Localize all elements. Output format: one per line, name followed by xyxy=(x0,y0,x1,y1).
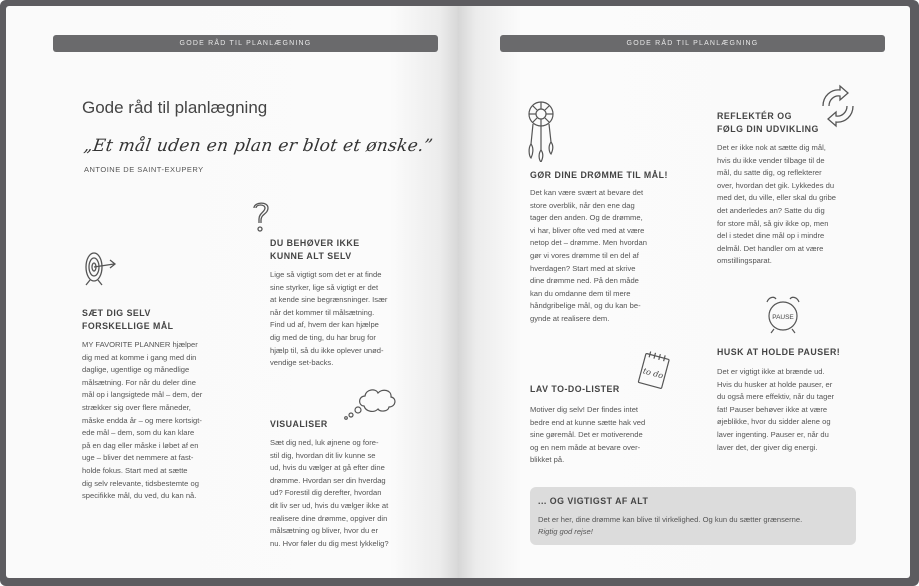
goals-heading-line: FORSKELLIGE MÅL xyxy=(82,321,174,331)
visualize-body-line: nu. Hvor føler du dig mest lykkelig? xyxy=(270,538,389,548)
question-mark-icon xyxy=(250,200,272,234)
goals-body-line: daglige, ugentlige og månedlige xyxy=(82,365,190,375)
visualize-body-line: dit liv ser ud, hvis du vælger ikke at xyxy=(270,500,389,510)
reflect-body-line: mål, du satte dig, og reflekterer xyxy=(717,168,822,178)
help-body-line: dig med de ting, du har brug for xyxy=(270,332,376,342)
help-body-line: vendige set-backs. xyxy=(270,358,334,368)
goals-body xyxy=(82,339,254,503)
goals-body-line: dig selv relevante, tidsbestemte og xyxy=(82,478,199,488)
todo-body-line: sine gøremål. Det er motiverende xyxy=(530,430,643,440)
visualize-body-line: målsætning og bliver, hvor du er xyxy=(270,526,379,536)
pause-alarm-clock-icon xyxy=(760,292,806,336)
help-body-line: sine styrker, lige så vigtigt er det xyxy=(270,282,379,292)
quote-author: ANTOINE DE SAINT-EXUPERY xyxy=(84,165,204,174)
page-title: Gode råd til planlægning xyxy=(82,98,268,117)
reflect-body-line: for store mål, så giv ikke op, men xyxy=(717,218,829,228)
dreams-body-line: Det kan være svært at bevare det xyxy=(530,188,644,197)
goals-body-line: på en dag eller måske i løbet af en xyxy=(82,440,199,450)
dreams-body-line: hverdagen? Start med at skrive xyxy=(530,263,636,273)
goals-heading-line: SÆT DIG SELV xyxy=(82,308,151,318)
dreams-body-line: netop det – drømme. Men hvordan xyxy=(530,238,647,248)
goals-body-line: MY FAVORITE PLANNER hjælper xyxy=(82,340,198,349)
reflect-body xyxy=(717,142,887,268)
visualize-heading: VISUALISER xyxy=(270,419,328,429)
visualize-body-line: drømme. Hvordan ser din hverdag xyxy=(270,475,386,485)
left-header-band: GODE RÅD TIL PLANLÆGNING xyxy=(53,35,438,52)
dreams-body-line: store overblik, når den ene dag xyxy=(530,200,635,210)
dreams-body-line: håndgribelige mål, og du kan be- xyxy=(530,301,641,311)
visualize-body-line: realisere dine drømme, opgiver din xyxy=(270,513,388,523)
dreams-heading: GØR DINE DRØMME TIL MÅL! xyxy=(530,170,668,180)
dreams-body-line: dine drømme ned. På den måde xyxy=(530,276,639,286)
help-body-line: hjælp til, så du ikke oplever unød- xyxy=(270,345,384,355)
todo-heading: LAV TO-DO-LISTER xyxy=(530,384,620,394)
dreams-body-line: gynde at realisere dem. xyxy=(530,313,610,323)
dreams-body xyxy=(530,187,700,326)
reflect-body-line: med det, du ville, eller skal du gribe xyxy=(717,193,837,203)
todo-note-text: to do xyxy=(642,366,665,381)
pause-clock-text: PAUSE xyxy=(772,314,794,321)
help-body xyxy=(270,269,442,370)
help-body-line: når det kommer til målsætning. xyxy=(270,307,375,317)
reflect-heading xyxy=(717,110,819,136)
help-body-line: at kende sine begrænsninger. Især xyxy=(270,295,388,305)
dreams-body-line: gør vi vores drømme til en del af xyxy=(530,250,639,260)
reflect-heading-line: FØLG DIN UDVIKLING xyxy=(717,124,819,134)
todo-body-line: Motiver dig selv! Der findes intet xyxy=(530,405,639,414)
breaks-body-line: fat! Pauser behøver ikke at være xyxy=(717,404,828,414)
breaks-body-line: Det er vigtigt ikke at brænde ud. xyxy=(717,367,825,376)
quote: „Et mål uden en plan er blot et ønske.” xyxy=(82,136,435,156)
reflect-body-line: over, hvordan det gik. Lykkedes du xyxy=(717,180,835,190)
breaks-body-line: laver ingenting. Pauser er, når du xyxy=(717,429,829,439)
callout-heading: ... OG VIGTIGST AF ALT xyxy=(538,496,649,506)
todo-body-line: blikket på. xyxy=(530,455,565,465)
reflect-body-line: del i stedet dine mål op i mindre xyxy=(717,231,825,241)
thought-cloud-icon xyxy=(338,384,398,424)
visualize-body-line: ud, hvis du vælger at gå efter dine xyxy=(270,463,385,473)
reflect-body-line: det anderledes an? Satte du dig xyxy=(717,205,825,215)
goals-body-line: måske endda år – og mere kortsigt- xyxy=(82,415,202,425)
dreams-body-line: vi har, bliver ofte ved med at være xyxy=(530,225,645,235)
visualize-body xyxy=(270,437,442,550)
goals-body-line: strækker sig over flere måneder, xyxy=(82,402,191,412)
goals-body-line: mål op i langsigtede mål – dem, der xyxy=(82,390,203,400)
todo-body-line: bedre end at kunne sætte hak ved xyxy=(530,417,646,427)
visualize-body-line: Sæt dig ned, luk øjnene og fore- xyxy=(270,438,379,447)
breaks-body-line: du også mere effektiv, når du tager xyxy=(717,392,835,402)
todo-notepad-icon xyxy=(636,350,672,390)
breaks-body xyxy=(717,366,887,454)
recycle-arrows-icon xyxy=(815,84,861,128)
reflect-body-line: delmål. Det handler om at være xyxy=(717,243,824,253)
todo-body xyxy=(530,404,700,467)
breaks-body-line: Hvis du husker at holde pauser, er xyxy=(717,379,833,389)
goals-body-line: ede mål – dem, som du kan klare xyxy=(82,428,195,438)
dreams-body-line: kan du omdanne dem til mere xyxy=(530,288,631,298)
reflect-body-line: hvis du ikke vender tilbage til de xyxy=(717,155,825,165)
dreams-body-line: tager den anden. Og de drømme, xyxy=(530,213,643,223)
callout-signoff: Rigtig god rejse! xyxy=(538,527,593,536)
dartboard-icon xyxy=(80,248,118,286)
help-heading-line: KUNNE ALT SELV xyxy=(270,251,352,261)
goals-body-line: dig med at komme i gang med din xyxy=(82,352,197,362)
right-header-band: GODE RÅD TIL PLANLÆGNING xyxy=(500,35,885,52)
help-heading xyxy=(270,237,360,263)
goals-heading xyxy=(82,307,174,333)
help-body-line: Find ud af, hvem der kan hjælpe xyxy=(270,320,379,330)
help-heading-line: DU BEHØVER IKKE xyxy=(270,238,360,248)
goals-body-line: målsætning. For når du deler dine xyxy=(82,377,196,387)
visualize-body-line: stil dig, hvordan dit liv kunne se xyxy=(270,450,376,460)
goals-body-line: holde fokus. Start med at sætte xyxy=(82,465,188,475)
breaks-heading: HUSK AT HOLDE PAUSER! xyxy=(717,347,841,357)
dreamcatcher-icon xyxy=(523,100,559,162)
visualize-body-line: ud? Forestil dig derefter, hvordan xyxy=(270,488,382,498)
help-body-line: Lige så vigtigt som det er at finde xyxy=(270,270,382,279)
reflect-heading-line: REFLEKTÉR OG xyxy=(717,111,792,121)
breaks-body-line: øjeblikke, hvor du sidder alene og xyxy=(717,417,831,427)
goals-body-line: specifikke mål, du ved, du kan nå. xyxy=(82,491,197,501)
goals-body-line: uge – bliver det nemmere at fast- xyxy=(82,453,194,463)
todo-body-line: og en nem måde at bevare over- xyxy=(530,442,641,452)
callout-text: Det er her, dine drømme kan blive til virkelighed. Og kun du sætter grænserne. xyxy=(538,515,803,524)
reflect-body-line: Det er ikke nok at sætte dig mål, xyxy=(717,143,826,152)
breaks-body-line: laver det, der giver dig energi. xyxy=(717,442,818,452)
reflect-body-line: omstillingsparat. xyxy=(717,256,772,266)
